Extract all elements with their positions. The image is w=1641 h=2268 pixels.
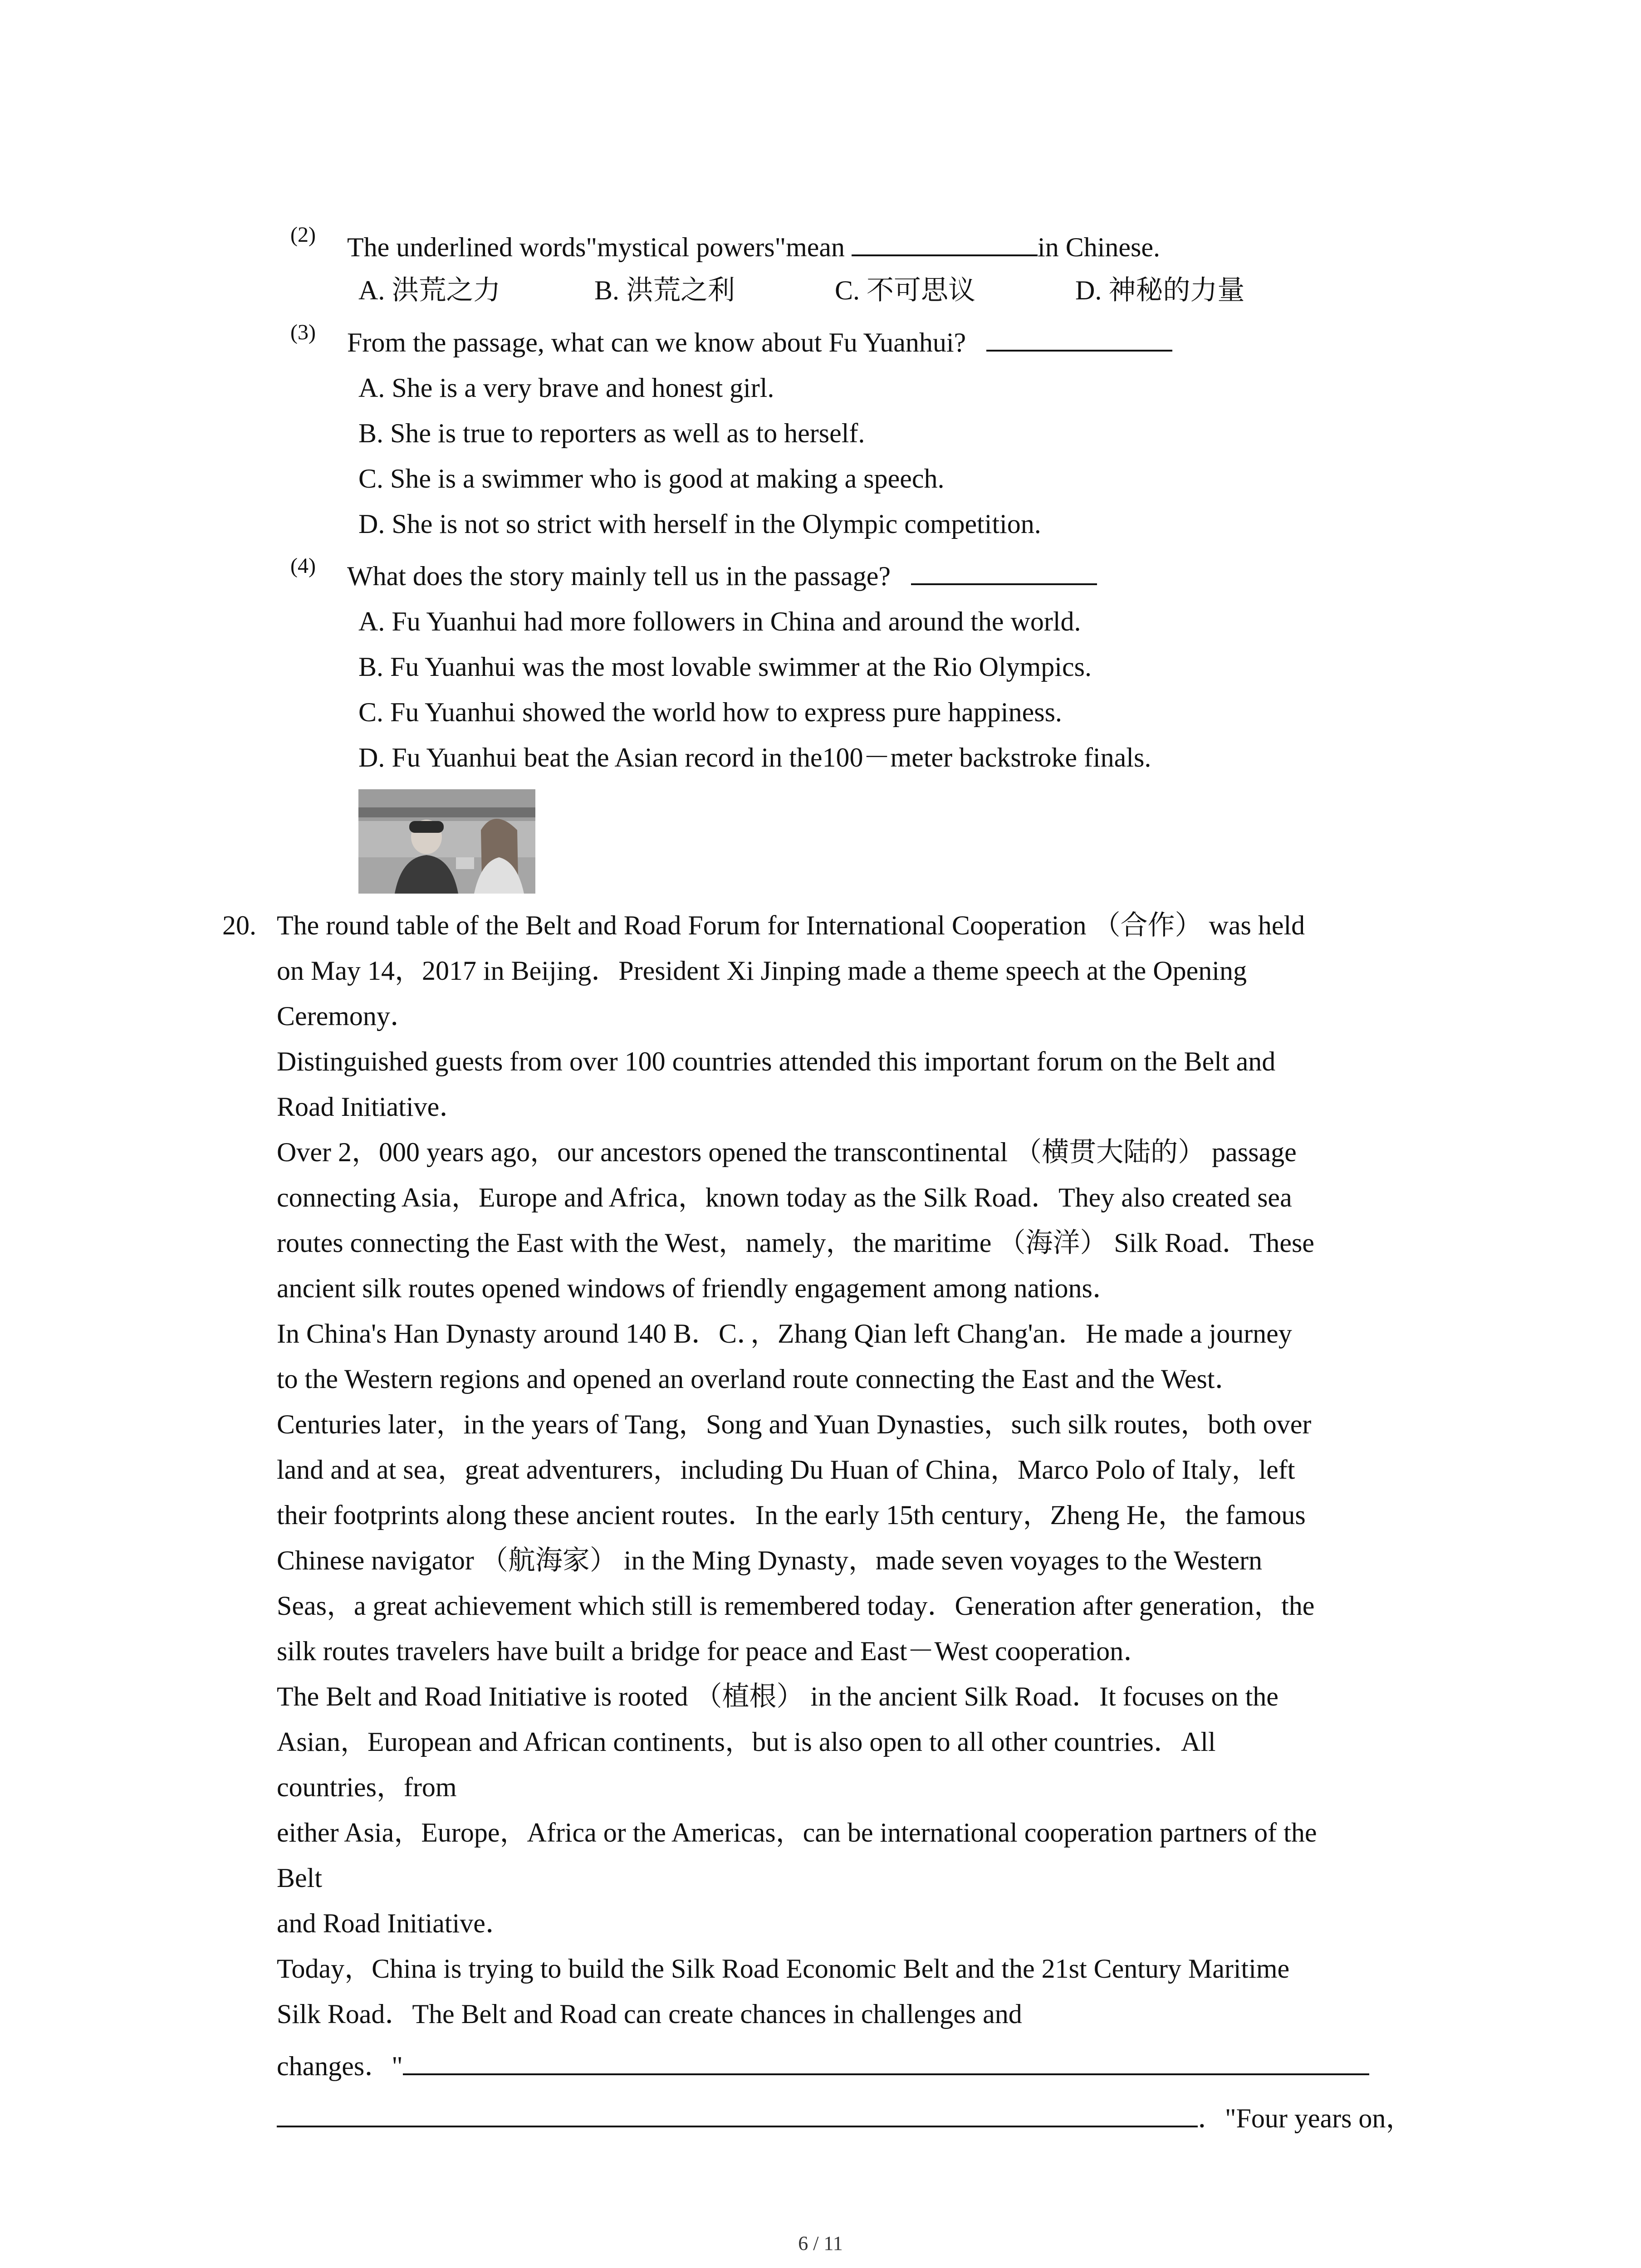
q20-line-12: Centuries later，in the years of Tang，Song and Yuan Dynasties，such silk routes，both over (277, 1409, 1312, 1439)
q20-line-20: countries，from (277, 1772, 457, 1802)
q20-line-21: either Asia，Europe，Africa or the Americas，can be international cooperation partners of the (277, 1818, 1317, 1848)
q20-line-19: Asian，European and African continents，but is also open to all other countries．All (277, 1727, 1216, 1757)
q3-option-c[interactable]: C. She is a swimmer who is good at making a speech. (358, 464, 945, 494)
q4-stem-text: What does the story mainly tell us in the passage? (347, 561, 891, 591)
q20-line-14: their footprints along these ancient routes．In the early 15th century，Zheng He，the famous (277, 1500, 1306, 1530)
q20-answer-blank-1[interactable] (403, 2046, 1369, 2075)
q3-answer-blank[interactable] (986, 323, 1172, 352)
q4-answer-blank[interactable] (911, 556, 1097, 585)
q20-line-6: Over 2，000 years ago，our ancestors opened the transcontinental （横贯大陆的） passage (277, 1137, 1297, 1167)
q20-line-22: Belt (277, 1863, 322, 1893)
q4-number: (4) (290, 554, 316, 578)
q20-line-10: In China's Han Dynasty around 140 B．C．，Zhang Qian left Chang'an．He made a journey (277, 1319, 1292, 1349)
q2-option-c[interactable]: C. 不可思议 (835, 275, 976, 305)
q3-option-b[interactable]: B. She is true to reporters as well as to herself. (358, 418, 865, 448)
q20-line-7: connecting Asia，Europe and Africa，known today as the Silk Road．They also created sea (277, 1183, 1292, 1212)
q20-number: 20. (222, 910, 256, 940)
q20-line-2: on May 14，2017 in Beijing．President Xi Jinping made a theme speech at the Opening (277, 956, 1247, 986)
q20-tail-b: ．"Four years on， (1198, 2103, 1413, 2133)
q20-tail-line-1 (277, 2046, 1369, 2087)
q2-stem-b: in Chinese. (1038, 232, 1161, 262)
q20-line-23: and Road Initiative． (277, 1908, 513, 1938)
q20-tail-line-2 (277, 2098, 1413, 2139)
q4-option-a[interactable]: A. Fu Yuanhui had more followers in China and around the world. (358, 606, 1081, 636)
q20-line-24: Today，China is trying to build the Silk Road Economic Belt and the 21st Century Maritime (277, 1954, 1290, 1984)
page-number: 6 / 11 (798, 2232, 843, 2254)
q3-option-d[interactable]: D. She is not so strict with herself in the Olympic competition. (358, 509, 1041, 539)
q4-option-c[interactable]: C. Fu Yuanhui showed the world how to express pure happiness. (358, 697, 1062, 727)
q20-line-5: Road Initiative． (277, 1092, 467, 1122)
q20-line-13: land and at sea，great adventurers，including Du Huan of China，Marco Polo of Italy，left (277, 1455, 1295, 1485)
q20-line-3: Ceremony． (277, 1001, 417, 1031)
q20-line-25: Silk Road．The Belt and Road can create chances in challenges and (277, 1999, 1022, 2029)
q2-stem (347, 227, 1160, 268)
q4-option-d[interactable]: D. Fu Yuanhui beat the Asian record in the100－meter backstroke finals. (358, 743, 1151, 772)
q20-line-16: Seas，a great achievement which still is remembered today．Generation after generation，the (277, 1591, 1315, 1621)
q20-line-11: to the Western regions and opened an overland route connecting the East and the West． (277, 1364, 1242, 1394)
q20-answer-blank-2[interactable] (277, 2098, 1198, 2127)
q3-stem-text: From the passage, what can we know about Fu Yuanhui? (347, 327, 966, 357)
q20-line-18: The Belt and Road Initiative is rooted （植根） in the ancient Silk Road．It focuses on the (277, 1681, 1279, 1711)
q2-option-d[interactable]: D. 神秘的力量 (1075, 275, 1245, 305)
q20-line-17: silk routes travelers have built a bridge for peace and East－West cooperation． (277, 1636, 1151, 1666)
swimmer-interview-photo (358, 789, 535, 894)
q3-stem (347, 322, 1172, 363)
q3-number: (3) (290, 320, 316, 344)
q20-line-4: Distinguished guests from over 100 countries attended this important forum on the Belt and (277, 1046, 1276, 1076)
q20-line-1: The round table of the Belt and Road Forum for International Cooperation （合作） was held (277, 910, 1305, 940)
q20-line-8: routes connecting the East with the West，namely，the maritime （海洋） Silk Road．These (277, 1228, 1314, 1258)
q20-line-9: ancient silk routes opened windows of friendly engagement among nations． (277, 1273, 1120, 1303)
q2-option-a[interactable]: A. 洪荒之力 (358, 275, 501, 305)
q20-line-15: Chinese navigator （航海家） in the Ming Dynasty，made seven voyages to the Western (277, 1545, 1262, 1575)
q2-stem-a: The underlined words"mystical powers"mean (347, 232, 845, 262)
q4-stem (347, 556, 1097, 596)
q20-tail-a: changes．" (277, 2051, 403, 2081)
photo-illustration (358, 789, 535, 894)
q3-option-a[interactable]: A. She is a very brave and honest girl. (358, 373, 774, 403)
q2-option-b[interactable]: B. 洪荒之利 (594, 275, 735, 305)
q2-answer-blank[interactable] (852, 227, 1038, 256)
q4-option-b[interactable]: B. Fu Yuanhui was the most lovable swimmer at the Rio Olympics. (358, 652, 1092, 682)
q2-number: (2) (290, 223, 316, 247)
